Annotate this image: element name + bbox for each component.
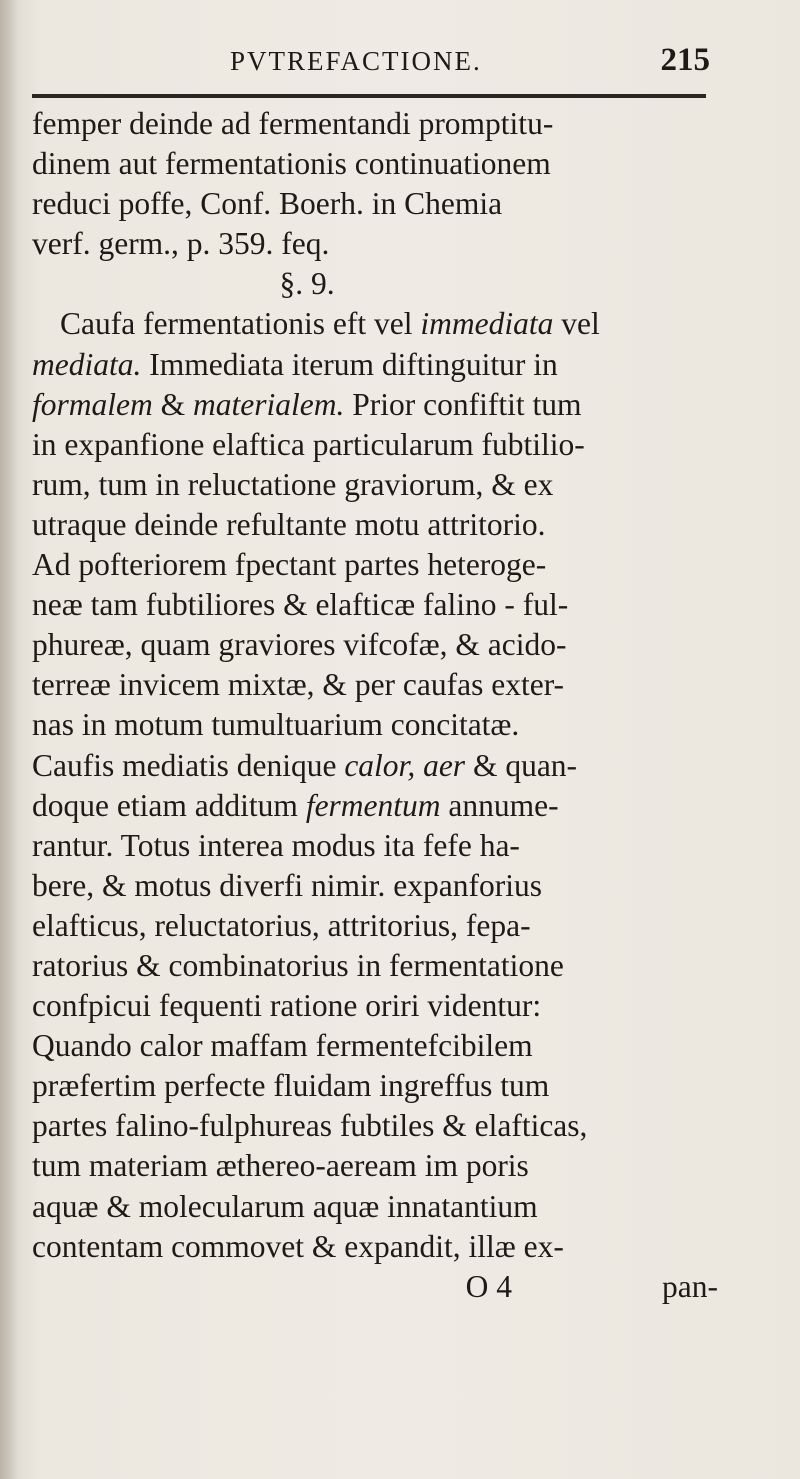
page-number: 215 — [660, 42, 710, 78]
section-number: §. 9. — [279, 266, 335, 302]
text-line: dinem aut fermentationis continuationem — [32, 146, 551, 182]
text-line: rum, tum in reluctatione graviorum, & ex — [32, 466, 554, 502]
text-line: formalem & materialem. Prior confiftit tum — [32, 386, 582, 422]
text-line: partes falino-fulphureas fubtiles & elafticas, — [32, 1108, 588, 1144]
gutter-shadow — [0, 0, 18, 1479]
text-line: terreæ invicem mixtæ, & per caufas exter- — [32, 667, 565, 703]
text-line: elafticus, reluctatorius, attritorius, fepa- — [32, 907, 531, 943]
page-footer — [32, 1267, 722, 1307]
text-line: Quando calor maffam fermentefcibilem — [32, 1028, 533, 1064]
page-header — [110, 42, 710, 86]
text-line: aquæ & molecularum aquæ innatantium — [32, 1188, 538, 1224]
text-line: contentam commovet & expandit, illæ ex- — [32, 1228, 564, 1264]
text-line: utraque deinde refultante motu attritorio. — [32, 506, 546, 542]
text-line: Caufa fermentationis eft vel immediata vel — [60, 306, 600, 342]
text-line: confpicui fequenti ratione oriri videntur: — [32, 988, 542, 1024]
catchword: pan- — [662, 1268, 718, 1304]
text-line: tum materiam æthereo-aeream im poris — [32, 1148, 529, 1184]
text-line: phureæ, quam graviores vifcofæ, & acido- — [32, 627, 567, 663]
text-line: Caufis mediatis denique calor, aer & quan- — [32, 747, 578, 783]
header-rule — [32, 94, 706, 98]
text-line: mediata. Immediata iterum diftinguitur in — [32, 346, 558, 382]
text-line: Ad pofteriorem fpectant partes heteroge- — [32, 547, 547, 583]
body-text — [32, 104, 722, 1307]
text-line: neæ tam fubtiliores & elafticæ falino - ful- — [32, 587, 569, 623]
text-line: in expanfione elaftica particularum fubtilio- — [32, 426, 585, 462]
text-line: præfertim perfecte fluidam ingreffus tum — [32, 1068, 550, 1104]
text-line: rantur. Totus interea modus ita fefe ha- — [32, 827, 520, 863]
signature-mark: O 4 — [465, 1268, 513, 1304]
text-line: verf. germ., p. 359. feq. — [32, 226, 330, 262]
text-line: doque etiam additum fermentum annume- — [32, 787, 559, 823]
text-line: ratorius & combinatorius in fermentatione — [32, 947, 564, 983]
text-line: nas in motum tumultuarium concitatæ. — [32, 707, 520, 743]
running-head: PVTREFACTIONE. — [230, 46, 482, 76]
text-line: femper deinde ad fermentandi promptitu- — [32, 106, 554, 141]
text-line: reduci poffe, Conf. Boerh. in Chemia — [32, 186, 503, 222]
text-line: bere, & motus diverfi nimir. expanforius — [32, 867, 543, 903]
